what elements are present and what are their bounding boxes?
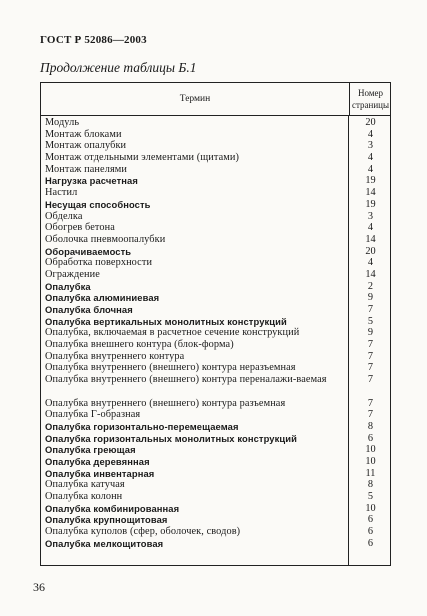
table-row bbox=[41, 281, 390, 293]
table-row bbox=[41, 456, 390, 468]
table-row bbox=[41, 491, 390, 503]
column-header-term: Термин bbox=[41, 83, 350, 115]
page-cell: 20 bbox=[365, 117, 376, 128]
table-row bbox=[41, 175, 390, 187]
page-cell: 9 bbox=[367, 292, 374, 304]
table-row bbox=[41, 526, 390, 538]
page-cell: 7 bbox=[367, 362, 374, 374]
page-cell: 6 bbox=[367, 537, 374, 549]
term-cell: Оборачиваемость bbox=[45, 245, 132, 257]
page-cell: 11 bbox=[365, 467, 376, 479]
page-cell: 19 bbox=[365, 198, 376, 210]
page-cell: 8 bbox=[367, 479, 374, 491]
page-cell: 6 bbox=[367, 432, 374, 444]
term-cell: Опалубка греющая bbox=[45, 444, 136, 456]
table-row bbox=[41, 211, 390, 223]
page-cell: 10 bbox=[365, 502, 376, 514]
term-cell: Опалубка bbox=[45, 280, 91, 292]
page-cell: 14 bbox=[365, 187, 376, 199]
term-cell: Монтаж блоками bbox=[45, 128, 122, 140]
table-row bbox=[41, 362, 390, 374]
page-cell: 4 bbox=[367, 128, 374, 140]
term-cell: Опалубка инвентарная bbox=[45, 467, 155, 479]
term-cell: Модуль bbox=[45, 117, 80, 128]
table-row bbox=[41, 292, 390, 304]
table-row bbox=[41, 304, 390, 316]
page-cell: 20 bbox=[365, 245, 376, 257]
table-row bbox=[41, 339, 390, 351]
term-cell: Опалубка внутреннего (внешнего) контура неразъемная bbox=[45, 362, 296, 374]
page-cell: 5 bbox=[367, 491, 374, 503]
table-row bbox=[41, 187, 390, 199]
term-cell: Опалубка внутреннего контура bbox=[45, 350, 185, 362]
table-row bbox=[41, 433, 390, 445]
table-row bbox=[41, 234, 390, 246]
term-cell: Опалубка куполов (сфер, оболочек, сводов) bbox=[45, 526, 241, 538]
table-row bbox=[41, 316, 390, 328]
page-cell: 6 bbox=[367, 514, 374, 526]
page-cell: 3 bbox=[367, 210, 374, 222]
page-cell: 4 bbox=[367, 257, 374, 269]
table-row bbox=[41, 514, 390, 526]
table-row bbox=[41, 374, 390, 397]
page-cell: 14 bbox=[365, 233, 376, 245]
term-cell: Опалубка внешнего контура (блок-форма) bbox=[45, 339, 234, 351]
table-row bbox=[41, 257, 390, 269]
term-cell: Монтаж опалубки bbox=[45, 140, 127, 152]
term-cell: Опалубка внутреннего (внешнего) контура разъемная bbox=[45, 397, 286, 409]
term-cell: Опалубка горизонтальных монолитных конструкций bbox=[45, 432, 297, 444]
table-row bbox=[41, 129, 390, 141]
page-cell: 7 bbox=[367, 304, 374, 315]
table-row bbox=[41, 538, 390, 550]
table-row bbox=[41, 246, 390, 258]
document-header: ГОСТ Р 52086—2003 bbox=[40, 34, 147, 46]
page-cell: 19 bbox=[365, 175, 376, 187]
table-row bbox=[41, 421, 390, 433]
table-body bbox=[41, 116, 390, 549]
page-cell: 2 bbox=[367, 280, 374, 292]
term-cell: Опалубка катучая bbox=[45, 479, 125, 491]
page-cell: 6 bbox=[367, 526, 374, 538]
term-cell: Несущая способность bbox=[45, 198, 151, 210]
page-cell: 14 bbox=[365, 268, 376, 280]
page-cell: 3 bbox=[367, 140, 374, 152]
page-cell: 7 bbox=[367, 350, 374, 362]
page-cell: 7 bbox=[367, 409, 374, 421]
table-row bbox=[41, 444, 390, 456]
table-row bbox=[41, 409, 390, 421]
term-cell: Оболочка пневмоопалубки bbox=[45, 233, 166, 245]
page-cell: 4 bbox=[367, 222, 374, 234]
table-row bbox=[41, 327, 390, 339]
table-row bbox=[41, 269, 390, 281]
page-cell: 8 bbox=[367, 420, 374, 432]
term-cell: Опалубка деревянная bbox=[45, 455, 150, 467]
column-header-page: Номер страницы bbox=[351, 88, 390, 110]
index-table bbox=[40, 82, 391, 566]
table-row bbox=[41, 479, 390, 491]
table-row bbox=[41, 222, 390, 234]
page-cell: 9 bbox=[367, 327, 374, 339]
table-row bbox=[41, 117, 390, 129]
table-row bbox=[41, 503, 390, 515]
table-row bbox=[41, 398, 390, 410]
page-cell: 4 bbox=[367, 152, 374, 164]
page-cell: 10 bbox=[365, 455, 376, 467]
page-cell: 5 bbox=[367, 315, 374, 327]
page-cell: 4 bbox=[367, 163, 374, 175]
table-row bbox=[41, 351, 390, 363]
page-cell: 7 bbox=[367, 374, 374, 386]
table-row bbox=[41, 164, 390, 176]
term-cell: Опалубка, включаемая в расчетное сечение конструкций bbox=[45, 327, 300, 339]
term-cell: Опалубка крупнощитовая bbox=[45, 514, 168, 526]
term-cell: Опалубка колонн bbox=[45, 491, 123, 503]
term-cell: Опалубка Г-образная bbox=[45, 409, 141, 421]
term-cell: Обогрев бетона bbox=[45, 222, 115, 234]
table-row bbox=[41, 140, 390, 152]
term-cell: Опалубка вертикальных монолитных конструкций bbox=[45, 315, 287, 327]
table-row bbox=[41, 152, 390, 164]
term-cell: Опалубка алюминиевая bbox=[45, 292, 160, 304]
page-cell: 7 bbox=[367, 397, 374, 409]
table-caption: Продолжение таблицы Б.1 bbox=[40, 60, 197, 75]
term-cell: Обработка поверхности bbox=[45, 257, 153, 269]
table-row bbox=[41, 199, 390, 211]
term-cell: Опалубка внутреннего (внешнего) контура переналажи-ваемая bbox=[45, 374, 327, 386]
term-cell: Опалубка комбинированная bbox=[45, 502, 180, 514]
term-cell: Настил bbox=[45, 187, 78, 199]
term-cell: Опалубка блочная bbox=[45, 304, 133, 315]
term-cell: Монтаж панелями bbox=[45, 163, 128, 175]
page-number: 36 bbox=[33, 580, 45, 594]
table-row bbox=[41, 468, 390, 480]
page-cell: 7 bbox=[367, 339, 374, 351]
term-cell: Обделка bbox=[45, 210, 83, 222]
term-cell: Ограждение bbox=[45, 268, 100, 280]
page-cell: 10 bbox=[365, 444, 376, 456]
table-header bbox=[41, 83, 390, 116]
term-cell: Монтаж отдельными элементами (щитами) bbox=[45, 152, 240, 164]
term-cell: Нагрузка расчетная bbox=[45, 175, 138, 187]
term-cell: Опалубка мелкощитовая bbox=[45, 537, 164, 549]
term-cell: Опалубка горизонтально-перемещаемая bbox=[45, 420, 239, 432]
